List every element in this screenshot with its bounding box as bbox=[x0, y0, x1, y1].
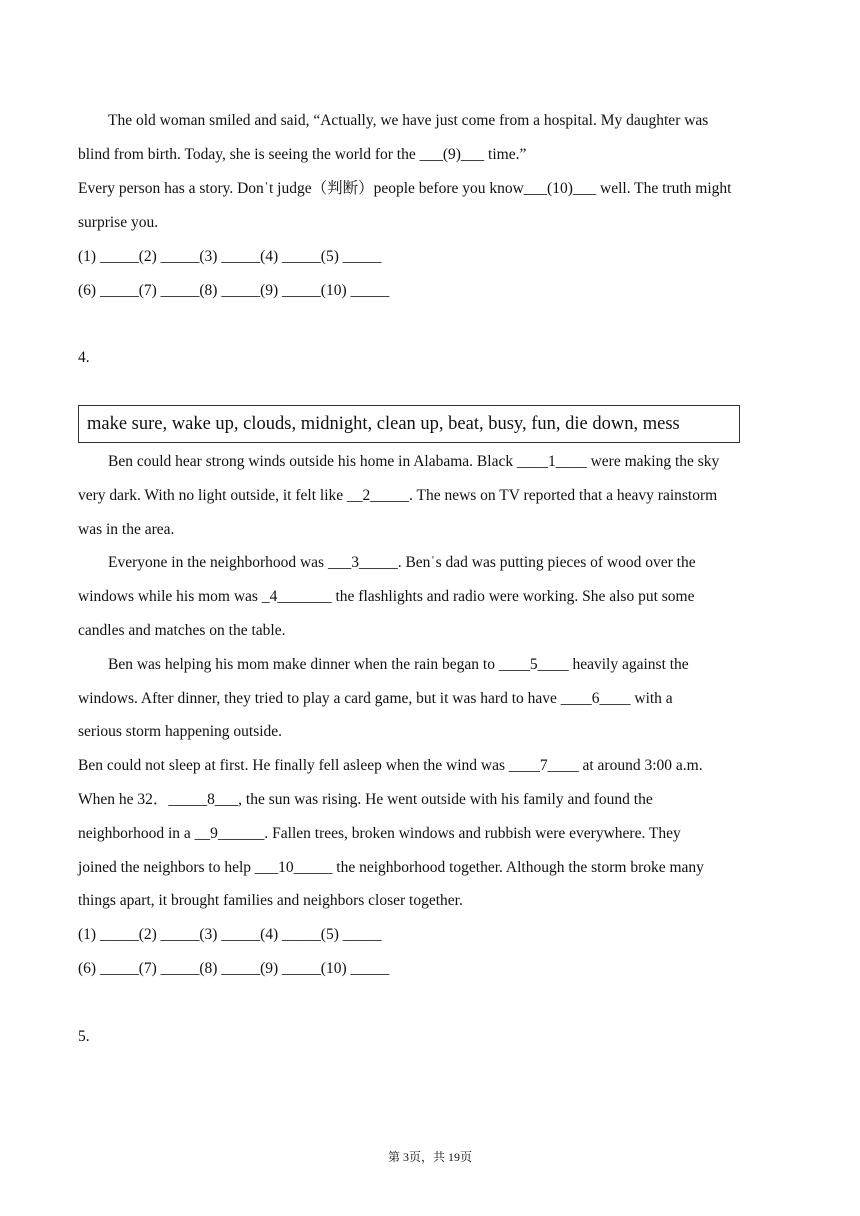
question-number-4: 4. bbox=[78, 349, 90, 366]
question-number-5: 5. bbox=[78, 1028, 90, 1045]
text-line: (1) _____(2) _____(3) _____(4) _____(5) _____ bbox=[78, 926, 382, 944]
word-bank-box: make sure, wake up, clouds, midnight, clean up, beat, busy, fun, die down, mess bbox=[78, 405, 740, 443]
text-line: Every person has a story. Donˈt judge（判断）people before you know___(10)___ well. The truth might bbox=[78, 180, 732, 197]
text-line: (6) _____(7) _____(8) _____(9) _____(10) _____ bbox=[78, 282, 390, 299]
text-line: Ben could not sleep at first. He finally fell asleep when the wind was ____7____ at around 3:00 a.m. bbox=[78, 757, 703, 775]
text-line: windows. After dinner, they tried to play a card game, but it was hard to have ____6____ with a bbox=[78, 689, 673, 707]
text-line: serious storm happening outside. bbox=[78, 723, 283, 741]
text-line: was in the area. bbox=[78, 520, 175, 538]
text-line: joined the neighbors to help ___10_____ the neighborhood together. Although the storm broke many bbox=[78, 858, 704, 876]
page-footer: 第 3页，共 19页 bbox=[387, 1150, 472, 1164]
text-line: blind from birth. Today, she is seeing the world for the ___(9)___ time.” bbox=[78, 146, 527, 163]
text-line: (1) _____(2) _____(3) _____(4) _____(5) _____ bbox=[78, 248, 382, 265]
text-line: surprise you. bbox=[78, 214, 159, 231]
text-line: Everyone in the neighborhood was ___3_____. Benˈs dad was putting pieces of wood over the bbox=[108, 554, 696, 572]
text-line: candles and matches on the table. bbox=[78, 622, 286, 639]
text-line: things apart, it brought families and neighbors closer together. bbox=[78, 892, 463, 910]
text-line: Ben was helping his mom make dinner when the rain began to ____5____ heavily against the bbox=[108, 655, 689, 673]
text-line: The old woman smiled and said, “Actually, we have just come from a hospital. My daughter was bbox=[108, 112, 709, 129]
text-line: (6) _____(7) _____(8) _____(9) _____(10) _____ bbox=[78, 960, 390, 977]
text-line: neighborhood in a __9______. Fallen trees, broken windows and rubbish were everywhere. They bbox=[78, 824, 681, 842]
text-line: very dark. With no light outside, it felt like __2_____. The news on TV reported that a heavy rainstorm bbox=[78, 486, 718, 504]
text-line: Ben could hear strong winds outside his home in Alabama. Black ____1____ were making the sky bbox=[108, 453, 720, 470]
text-line: windows while his mom was _4_______ the flashlights and radio were working. She also put some bbox=[78, 588, 695, 606]
text-line: When he 32．_____8___, the sun was rising. He went outside with his family and found the bbox=[78, 791, 653, 808]
